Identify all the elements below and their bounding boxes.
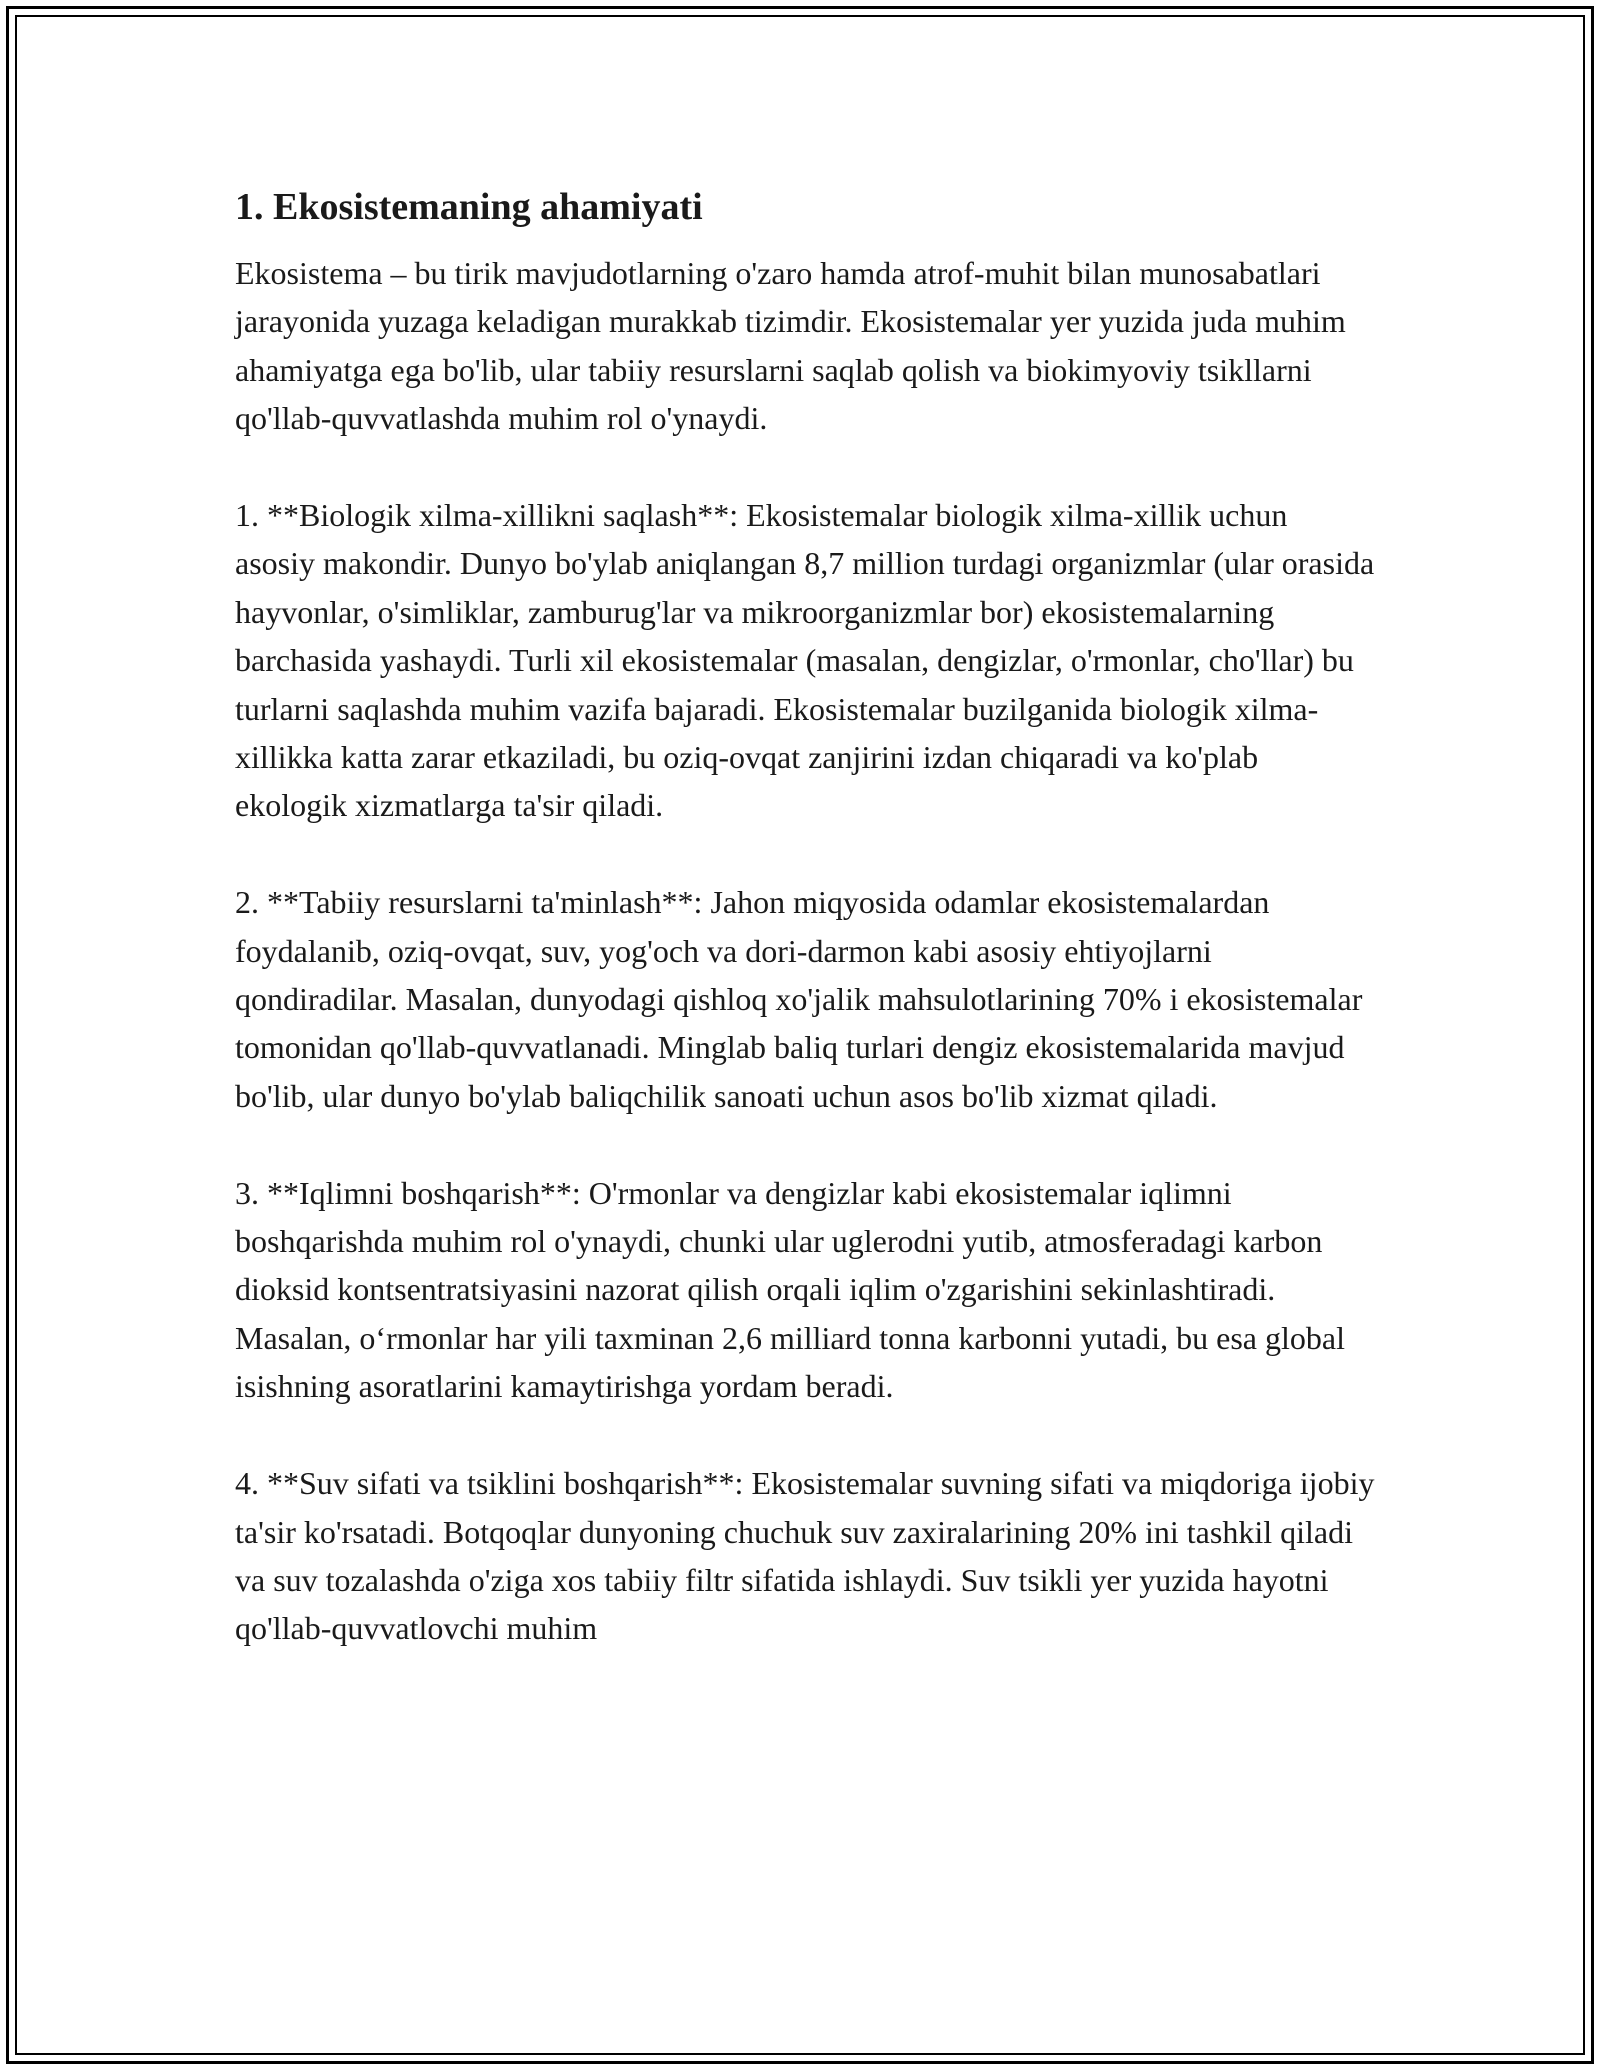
paragraph-natural-resources: 2. **Tabiiy resurslarni ta'minlash**: Jahon miqyosida odamlar ekosistemalardan foydalanib, oziq-ovqat, suv, yog'och va dori-darmon kabi asosiy ehtiyojlarni qondiradilar. Masalan, dunyodagi qishloq xo'jalik mahsulotlarining 70% i ekosistemalar tomonidan qo'llab-quvvatlanadi. Minglab baliq turlari dengiz ekosistemalarida mavjud bo'lib, ular dunyo bo'ylab baliqchilik sanoati uchun asos bo'lib xizmat qiladi. — [235, 884, 1363, 1114]
paragraph-water-cycle: 4. **Suv sifati va tsiklini boshqarish**: Ekosistemalar suvning sifati va miqdoriga ijobiy ta'sir ko'rsatadi. Botqoqlar dunyoning chuchuk suv zaxiralarining 20% ini tashkil qiladi va suv tozalashda o'ziga xos tabiiy filtr sifatida ishlaydi. Suv tsikli yer yuzida hayotni qo'llab-quvvatlovchi muhim — [235, 1465, 1375, 1647]
paragraph-climate: 3. **Iqlimni boshqarish**: O'rmonlar va dengizlar kabi ekosistemalar iqlimni boshqarishda muhim rol o'ynaydi, chunki ular uglerodni yutib, atmosferadagi karbon dioksid kontsentratsiyasini nazorat qilish orqali iqlim o'zgarishini sekinlashtiradi. Masalan, o‘rmonlar har yili taxminan 2,6 milliard tonna karbonni yutadi, bu esa global isishning asoratlarini kamaytirishga yordam beradi. — [235, 1174, 1345, 1405]
paragraph-biodiversity: 1. **Biologik xilma-xillikni saqlash**: Ekosistemalar biologik xilma-xillik uchun asosiy makondir. Dunyo bo'ylab aniqlangan 8,7 million turdagi organizmlar (ular orasida hayvonlar, o'simliklar, zamburug'lar va mikroorganizmlar bor) ekosistemalarning barchasida yashaydi. Turli xil ekosistemalar (masalan, dengizlar, o'rmonlar, cho'llar) bu turlarni saqlashda muhim vazifa bajaradi. Ekosistemalar buzilganida biologik xilma-xillikka katta zarar etkaziladi, bu oziq-ovqat zanjirini izdan chiqaradi va ko'plab ekologik xizmatlarga ta'sir qiladi. — [235, 497, 1375, 824]
document-body — [235, 183, 1375, 1701]
intro-paragraph: Ekosistema – bu tirik mavjudotlarning o'zaro hamda atrof-muhit bilan munosabatlari jarayonida yuzaga keladigan murakkab tizimdir. Ekosistemalar yer yuzida juda muhim ahamiyatga ega bo'lib, ular tabiiy resurslarni saqlab qolish va biokimyoviy tsikllarni qo'llab-quvvatlashda muhim rol o'ynaydi. — [235, 255, 1346, 437]
section-title: 1. Ekosistemaning ahamiyati — [235, 186, 703, 228]
